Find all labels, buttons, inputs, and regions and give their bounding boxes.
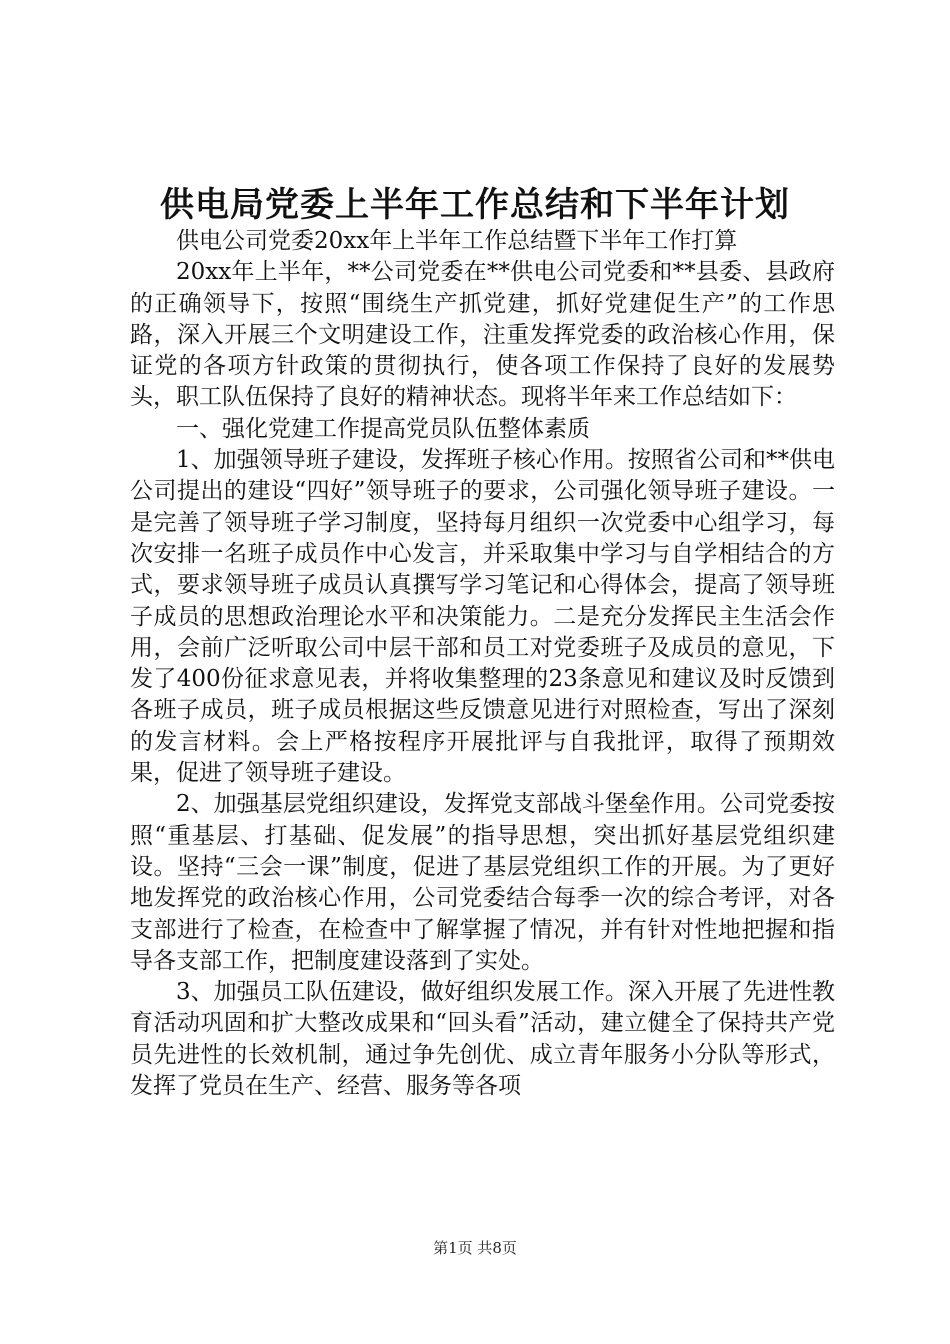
- document-title: 供电局党委上半年工作总结和下半年计划: [160, 185, 790, 225]
- section-heading: 一、强化党建工作提高党员队伍整体素质: [176, 415, 590, 442]
- body-paragraph-1: 1、加强领导班子建设，发挥班子核心作用。按照省公司和**供电公司提出的建设“四好”领导班子的要求，公司强化领导班子建设。一是完善了领导班子学习制度，坚持每月组织一次党委中心组学习，每次安排一名班子成员作中心发言，并采取集中学习与自学相结合的方式，要求领导班子成员认真撰写学习笔记和心得体会，提高了领导班子成员的思想政治理论水平和决策能力。二是充分发挥民主生活会作用，会前广泛听取公司中层干部和员工对党委班子及成员的意见，下发了400份征求意见表，并将收集整理的23条意见和建议及时反馈到各班子成员，班子成员根据这些反馈意见进行对照检查，写出了深刻的发言材料。会上严格按程序开展批评与自我批评，取得了预期效果，促进了领导班子建设。: [130, 447, 835, 787]
- document-body: [130, 226, 835, 1102]
- intro-paragraph: 20xx年上半年，**公司党委在**供电公司党委和**县委、县政府的正确领导下，按照“围绕生产抓党建，抓好党建促生产”的工作思路，深入开展三个文明建设工作，注重发挥党委的政治核心作用，保证党的各项方针政策的贯彻执行，使各项工作保持了良好的发展势头，职工队伍保持了良好的精神状态。现将半年来工作总结如下：: [130, 259, 835, 411]
- body-paragraph-2: 2、加强基层党组织建设，发挥党支部战斗堡垒作用。公司党委按照“重基层、打基础、促发展”的指导思想，突出抓好基层党组织建设。坚持“三会一课”制度，促进了基层党组织工作的开展。为了更好地发挥党的政治核心作用，公司党委结合每季一次的综合考评，对各支部进行了检查，在检查中了解掌握了情况，并有针对性地把握和指导各支部工作，把制度建设落到了实处。: [130, 791, 835, 974]
- subtitle-paragraph: 供电公司党委20xx年上半年工作总结暨下半年工作打算: [176, 228, 738, 254]
- page-number: 第1页 共8页: [433, 1239, 517, 1257]
- body-paragraph-3: 3、加强员工队伍建设，做好组织发展工作。深入开展了先进性教育活动巩固和扩大整改成果和“回头看”活动，建立健全了保持共产党员先进性的长效机制，通过争先创优、成立青年服务小分队等形式，发挥了党员在生产、经营、服务等各项: [130, 979, 835, 1100]
